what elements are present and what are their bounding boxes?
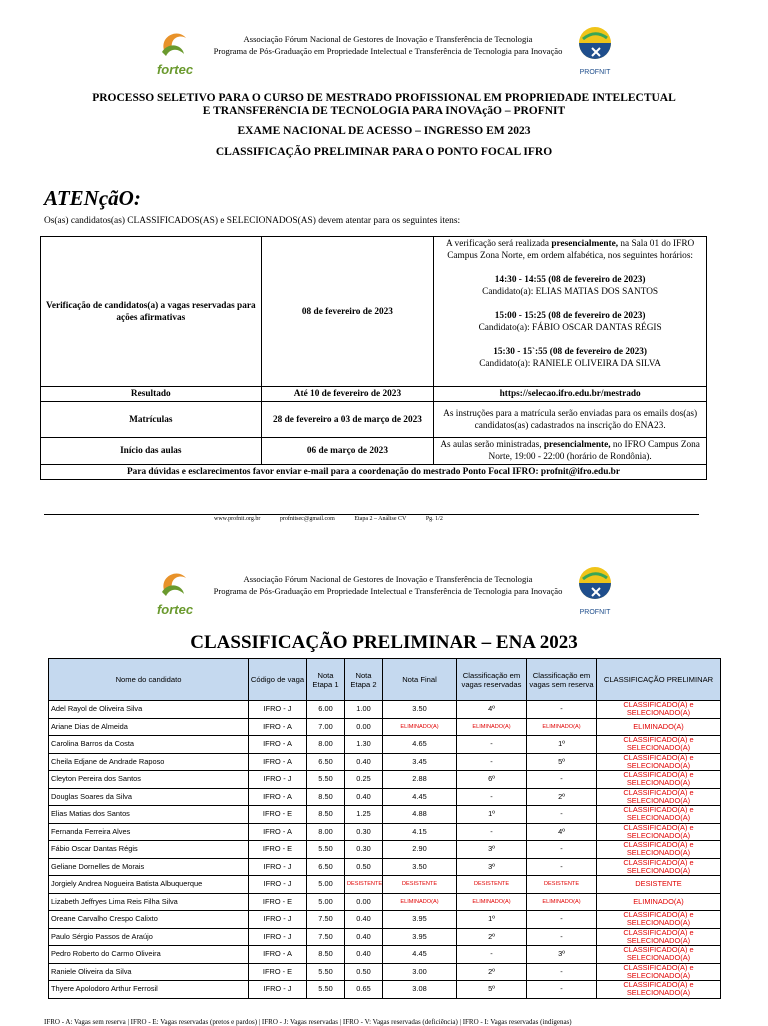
cell-nores: - <box>527 701 597 719</box>
cell-n2: 0.40 <box>345 946 383 964</box>
cell-name: Paulo Sérgio Passos de Araújo <box>49 928 249 946</box>
table-row <box>49 736 721 754</box>
attention-heading: ATENçãO: <box>44 186 141 210</box>
cell-code: IFRO - J <box>249 858 307 876</box>
cell-cls: CLASSIFICADO(A) e SELECIONADO(A) <box>597 806 721 824</box>
profnit-logo <box>572 564 618 620</box>
cell-n1: 5.50 <box>307 981 345 999</box>
duvidas-text: Para dúvidas e esclarecimentos favor enviar e-mail para a coordenação do mestrado Ponto Focal IFRO: profnit@ifro.edu.br <box>41 465 707 480</box>
cell-cls: CLASSIFICADO(A) e SELECIONADO(A) <box>597 858 721 876</box>
cell-code: IFRO - J <box>249 701 307 719</box>
cell-nores: - <box>527 911 597 929</box>
cell-name: Fábio Oscar Dantas Régis <box>49 841 249 859</box>
classification-body <box>49 701 721 999</box>
cell-cls: CLASSIFICADO(A) e SELECIONADO(A) <box>597 788 721 806</box>
fortec-logo-text: fortec <box>156 602 194 617</box>
cell-res: 2º <box>457 928 527 946</box>
cell-n2: 1.30 <box>345 736 383 754</box>
page1-header <box>0 22 768 82</box>
ver-intro-c: na Sala 01 do IFRO Campus Zona Norte, em ordem alfabética, nos seguintes horários: <box>447 239 695 261</box>
table-row <box>49 788 721 806</box>
aulas-a: As aulas serão ministradas, <box>440 440 542 450</box>
page-footer <box>214 516 461 522</box>
table-row <box>49 928 721 946</box>
table-row <box>49 858 721 876</box>
cell-cls: CLASSIFICADO(A) e SELECIONADO(A) <box>597 736 721 754</box>
cell-nores: - <box>527 771 597 789</box>
matriculas-text: As instruções para a matrícula serão enviadas para os emails dos(as) candidatos(as) cadastrados na inscrição do ENA23. <box>434 402 707 438</box>
attention-intro: Os(as) candidatos(as) CLASSIFICADOS(AS) e SELECIONADOS(AS) devem atentar para os seguintes itens: <box>44 216 461 226</box>
slot2-candidate: Candidato(a): FÁBIO OSCAR DANTAS RÉGIS <box>478 323 662 333</box>
cell-n1: 6.50 <box>307 753 345 771</box>
cell-name: Lizabeth Jeffryes Lima Reis Filha Silva <box>49 893 249 911</box>
cell-final: 4.88 <box>383 806 457 824</box>
cell-res: - <box>457 753 527 771</box>
cell-code: IFRO - A <box>249 718 307 736</box>
table-row <box>49 981 721 999</box>
cell-cls: CLASSIFICADO(A) e SELECIONADO(A) <box>597 981 721 999</box>
header-line1: Associação Fórum Nacional de Gestores de Inovação e Transferência de Tecnologia <box>243 34 533 44</box>
profnit-logo <box>572 24 618 80</box>
resultado-date: Até 10 de fevereiro de 2023 <box>261 387 434 402</box>
cell-name: Ariane Dias de Almeida <box>49 718 249 736</box>
verificacao-date: 08 de fevereiro de 2023 <box>261 237 434 387</box>
cell-n2: 0.25 <box>345 771 383 789</box>
bottom-legend: IFRO - A: Vagas sem reserva | IFRO - E: Vagas reservadas (pretos e pardos) | IFRO - J: Vagas reservadas | IFRO - V: Vagas reservadas (deficiência) | IFRO - I: Vagas reservadas (indígenas) <box>44 1018 572 1026</box>
verificacao-intro <box>437 238 703 262</box>
cell-final: 4.15 <box>383 823 457 841</box>
title-line2: E TRANSFERêNCIA DE TECNOLOGIA PARA INOVAçãO – PROFNIT <box>202 105 566 117</box>
classification-title: CLASSIFICAÇÃO PRELIMINAR – ENA 2023 <box>190 632 578 653</box>
cell-n1: 6.00 <box>307 701 345 719</box>
cell-n2: 0.00 <box>345 893 383 911</box>
cell-n2: 0.50 <box>345 858 383 876</box>
header-text <box>198 33 578 57</box>
fortec-logo <box>150 564 200 620</box>
cell-final: 4.45 <box>383 946 457 964</box>
footer-email[interactable]: profnitsec@gmail.com <box>279 516 335 522</box>
col-name: Nome do candidato <box>49 659 249 701</box>
cell-nores: - <box>527 928 597 946</box>
cell-name: Geliane Dornelles de Morais <box>49 858 249 876</box>
cell-res: 1º <box>457 806 527 824</box>
info-row-duvidas <box>41 465 707 480</box>
table-row <box>49 876 721 894</box>
slot1-candidate: Candidato(a): ELIAS MATIAS DOS SANTOS <box>482 287 659 297</box>
cell-res: DESISTENTE <box>457 876 527 894</box>
cell-code: IFRO - A <box>249 753 307 771</box>
cell-n1: 8.00 <box>307 823 345 841</box>
cell-cls: DESISTENTE <box>597 876 721 894</box>
resultado-label: Resultado <box>41 387 262 402</box>
cell-res: 5º <box>457 981 527 999</box>
cell-cls: CLASSIFICADO(A) e SELECIONADO(A) <box>597 771 721 789</box>
footer-page: Pg. 1/2 <box>425 516 443 522</box>
cell-name: Raniele Oliveira da Silva <box>49 963 249 981</box>
cell-name: Thyere Apolodoro Arthur Ferrosil <box>49 981 249 999</box>
table-row <box>49 841 721 859</box>
cell-res: - <box>457 823 527 841</box>
verificacao-details <box>434 237 707 387</box>
col-final: Nota Final <box>383 659 457 701</box>
ver-intro-b: presencialmente, <box>551 239 619 249</box>
header-line2: Programa de Pós-Graduação em Propriedade Intelectual e Transferência de Tecnologia para Inovação <box>213 586 563 596</box>
cell-nores: - <box>527 806 597 824</box>
cell-n2: 0.65 <box>345 981 383 999</box>
cell-res: - <box>457 946 527 964</box>
matriculas-label: Matrículas <box>41 402 262 438</box>
cell-nores: 5º <box>527 753 597 771</box>
cell-n2: 0.40 <box>345 788 383 806</box>
cell-name: Fernanda Ferreira Alves <box>49 823 249 841</box>
cell-nores: 3º <box>527 946 597 964</box>
header-line2: Programa de Pós-Graduação em Propriedade Intelectual e Transferência de Tecnologia para Inovação <box>213 46 563 56</box>
cell-code: IFRO - A <box>249 736 307 754</box>
page2-header <box>0 562 768 622</box>
profnit-logo-text: PROFNIT <box>579 609 611 616</box>
cell-res: - <box>457 788 527 806</box>
cell-n1: 8.50 <box>307 788 345 806</box>
cell-nores: ELIMINADO(A) <box>527 718 597 736</box>
aulas-c: no IFRO Campus Zona Norte, 19:00 - 22:00 (horário de Rondônia). <box>488 440 700 462</box>
cell-final: ELIMINADO(A) <box>383 893 457 911</box>
cell-cls: CLASSIFICADO(A) e SELECIONADO(A) <box>597 753 721 771</box>
cell-code: IFRO - J <box>249 876 307 894</box>
classification-table <box>48 658 721 999</box>
cell-cls: CLASSIFICADO(A) e SELECIONADO(A) <box>597 963 721 981</box>
cell-final: DESISTENTE <box>383 876 457 894</box>
col-n1: Nota Etapa 1 <box>307 659 345 701</box>
cell-name: Cheila Edjane de Andrade Raposo <box>49 753 249 771</box>
info-row-matriculas <box>41 402 707 438</box>
matriculas-date: 28 de fevereiro a 03 de março de 2023 <box>261 402 434 438</box>
cell-name: Oreane Carvalho Crespo Calixto <box>49 911 249 929</box>
verificacao-label: Verificação de candidatos(a) a vagas reservadas para ações afirmativas <box>41 237 262 387</box>
footer-etapa: Etapa 2 – Análise CV <box>354 516 407 522</box>
cell-final: 3.95 <box>383 911 457 929</box>
table-row <box>49 911 721 929</box>
cell-nores: 4º <box>527 823 597 841</box>
profnit-logo-text: PROFNIT <box>579 69 611 76</box>
cell-code: IFRO - J <box>249 928 307 946</box>
cell-final: 3.50 <box>383 701 457 719</box>
table-row <box>49 806 721 824</box>
cell-code: IFRO - J <box>249 771 307 789</box>
fortec-logo <box>150 24 200 80</box>
cell-final: 2.90 <box>383 841 457 859</box>
aulas-date: 06 de março de 2023 <box>261 438 434 465</box>
cell-code: IFRO - E <box>249 806 307 824</box>
table-row <box>49 753 721 771</box>
cell-n1: 7.50 <box>307 911 345 929</box>
cell-n1: 5.00 <box>307 893 345 911</box>
table-row <box>49 893 721 911</box>
cell-name: Douglas Soares da Silva <box>49 788 249 806</box>
cell-nores: 2º <box>527 788 597 806</box>
classification-subtitle: CLASSIFICAÇÃO PRELIMINAR PARA O PONTO FOCAL IFRO <box>215 146 553 158</box>
cell-res: ELIMINADO(A) <box>457 893 527 911</box>
cell-n1: 5.50 <box>307 841 345 859</box>
cell-n1: 6.50 <box>307 858 345 876</box>
cell-n1: 7.00 <box>307 718 345 736</box>
cell-n1: 8.50 <box>307 946 345 964</box>
cell-nores: DESISTENTE <box>527 876 597 894</box>
fortec-logo-text: fortec <box>156 62 194 77</box>
cell-cls: CLASSIFICADO(A) e SELECIONADO(A) <box>597 928 721 946</box>
cell-nores: - <box>527 963 597 981</box>
col-n2: Nota Etapa 2 <box>345 659 383 701</box>
cell-res: ELIMINADO(A) <box>457 718 527 736</box>
cell-cls: CLASSIFICADO(A) e SELECIONADO(A) <box>597 701 721 719</box>
cell-final: 3.45 <box>383 753 457 771</box>
cell-code: IFRO - A <box>249 788 307 806</box>
cell-res: - <box>457 736 527 754</box>
cell-n1: 5.50 <box>307 963 345 981</box>
cell-code: IFRO - E <box>249 841 307 859</box>
cell-n2: 0.30 <box>345 841 383 859</box>
table-row <box>49 946 721 964</box>
cell-final: 3.95 <box>383 928 457 946</box>
col-res: Classificação em vagas reservadas <box>457 659 527 701</box>
cell-n2: 1.00 <box>345 701 383 719</box>
cell-res: 1º <box>457 911 527 929</box>
cell-n2: 0.40 <box>345 928 383 946</box>
info-row-resultado <box>41 387 707 402</box>
cell-final: ELIMINADO(A) <box>383 718 457 736</box>
cell-n2: DESISTENTE <box>345 876 383 894</box>
header-text <box>198 573 578 597</box>
slot1-time: 14:30 - 14:55 (08 de fevereiro de 2023) <box>494 275 646 285</box>
cell-cls: CLASSIFICADO(A) e SELECIONADO(A) <box>597 946 721 964</box>
cell-final: 2.88 <box>383 771 457 789</box>
cell-code: IFRO - A <box>249 823 307 841</box>
cell-cls: CLASSIFICADO(A) e SELECIONADO(A) <box>597 823 721 841</box>
cell-name: Adel Rayol de Oliveira Silva <box>49 701 249 719</box>
exam-title: EXAME NACIONAL DE ACESSO – INGRESSO EM 2023 <box>237 125 531 137</box>
cell-name: Elias Matias dos Santos <box>49 806 249 824</box>
cell-cls: ELIMINADO(A) <box>597 718 721 736</box>
cell-nores: - <box>527 858 597 876</box>
info-table <box>40 236 707 480</box>
cell-n1: 5.50 <box>307 771 345 789</box>
cell-code: IFRO - A <box>249 946 307 964</box>
resultado-link[interactable]: https://selecao.ifro.edu.br/mestrado <box>434 387 707 402</box>
table-row <box>49 963 721 981</box>
cell-res: 4º <box>457 701 527 719</box>
header-line1: Associação Fórum Nacional de Gestores de Inovação e Transferência de Tecnologia <box>243 574 533 584</box>
cell-n1: 7.50 <box>307 928 345 946</box>
table-row <box>49 701 721 719</box>
footer-divider <box>44 514 699 515</box>
cell-code: IFRO - E <box>249 963 307 981</box>
ver-intro-a: A verificação será realizada <box>446 239 550 249</box>
aulas-label: Início das aulas <box>41 438 262 465</box>
aulas-b: presencialmente, <box>543 440 611 450</box>
title-line1: PROCESSO SELETIVO PARA O CURSO DE MESTRADO PROFISSIONAL EM PROPRIEDADE INTELECTUAL <box>92 92 676 104</box>
cell-n2: 0.30 <box>345 823 383 841</box>
cell-nores: 1º <box>527 736 597 754</box>
table-row <box>49 718 721 736</box>
slot2-time: 15:00 - 15:25 (08 de fevereiro de 2023) <box>494 311 646 321</box>
cell-nores: - <box>527 841 597 859</box>
cell-nores: - <box>527 981 597 999</box>
cell-name: Cleyton Pereira dos Santos <box>49 771 249 789</box>
cell-n1: 8.00 <box>307 736 345 754</box>
cell-res: 6º <box>457 771 527 789</box>
cell-code: IFRO - J <box>249 981 307 999</box>
cell-n2: 0.40 <box>345 911 383 929</box>
footer-site[interactable]: www.profnit.org.br <box>214 516 261 522</box>
slot3-candidate: Candidato(a): RANIELE OLIVEIRA DA SILVA <box>479 359 662 369</box>
cell-n1: 8.50 <box>307 806 345 824</box>
cell-n2: 0.00 <box>345 718 383 736</box>
cell-final: 3.00 <box>383 963 457 981</box>
cell-n2: 1.25 <box>345 806 383 824</box>
cell-res: 3º <box>457 858 527 876</box>
cell-res: 2º <box>457 963 527 981</box>
cell-cls: CLASSIFICADO(A) e SELECIONADO(A) <box>597 911 721 929</box>
table-header-row <box>49 659 721 701</box>
cell-final: 4.45 <box>383 788 457 806</box>
cell-res: 3º <box>457 841 527 859</box>
cell-code: IFRO - E <box>249 893 307 911</box>
cell-final: 4.65 <box>383 736 457 754</box>
cell-code: IFRO - J <box>249 911 307 929</box>
aulas-text <box>434 438 707 465</box>
cell-n1: 5.00 <box>307 876 345 894</box>
cell-final: 3.08 <box>383 981 457 999</box>
process-title <box>20 92 748 118</box>
info-row-aulas <box>41 438 707 465</box>
info-row-verificacao <box>41 237 707 387</box>
cell-cls: ELIMINADO(A) <box>597 893 721 911</box>
cell-n2: 0.50 <box>345 963 383 981</box>
cell-cls: CLASSIFICADO(A) e SELECIONADO(A) <box>597 841 721 859</box>
cell-n2: 0.40 <box>345 753 383 771</box>
cell-nores: ELIMINADO(A) <box>527 893 597 911</box>
col-cls: CLASSIFICAÇÃO PRELIMINAR <box>597 659 721 701</box>
col-code: Código de vaga <box>249 659 307 701</box>
cell-final: 3.50 <box>383 858 457 876</box>
col-nores: Classificação em vagas sem reserva <box>527 659 597 701</box>
slot3-time: 15:30 - 15`:55 (08 de fevereiro de 2023) <box>493 347 648 357</box>
cell-name: Jorgiely Andrea Nogueira Batista Albuquerque <box>49 876 249 894</box>
table-row <box>49 771 721 789</box>
cell-name: Carolina Barros da Costa <box>49 736 249 754</box>
table-row <box>49 823 721 841</box>
cell-name: Pedro Roberto do Carmo Oliveira <box>49 946 249 964</box>
